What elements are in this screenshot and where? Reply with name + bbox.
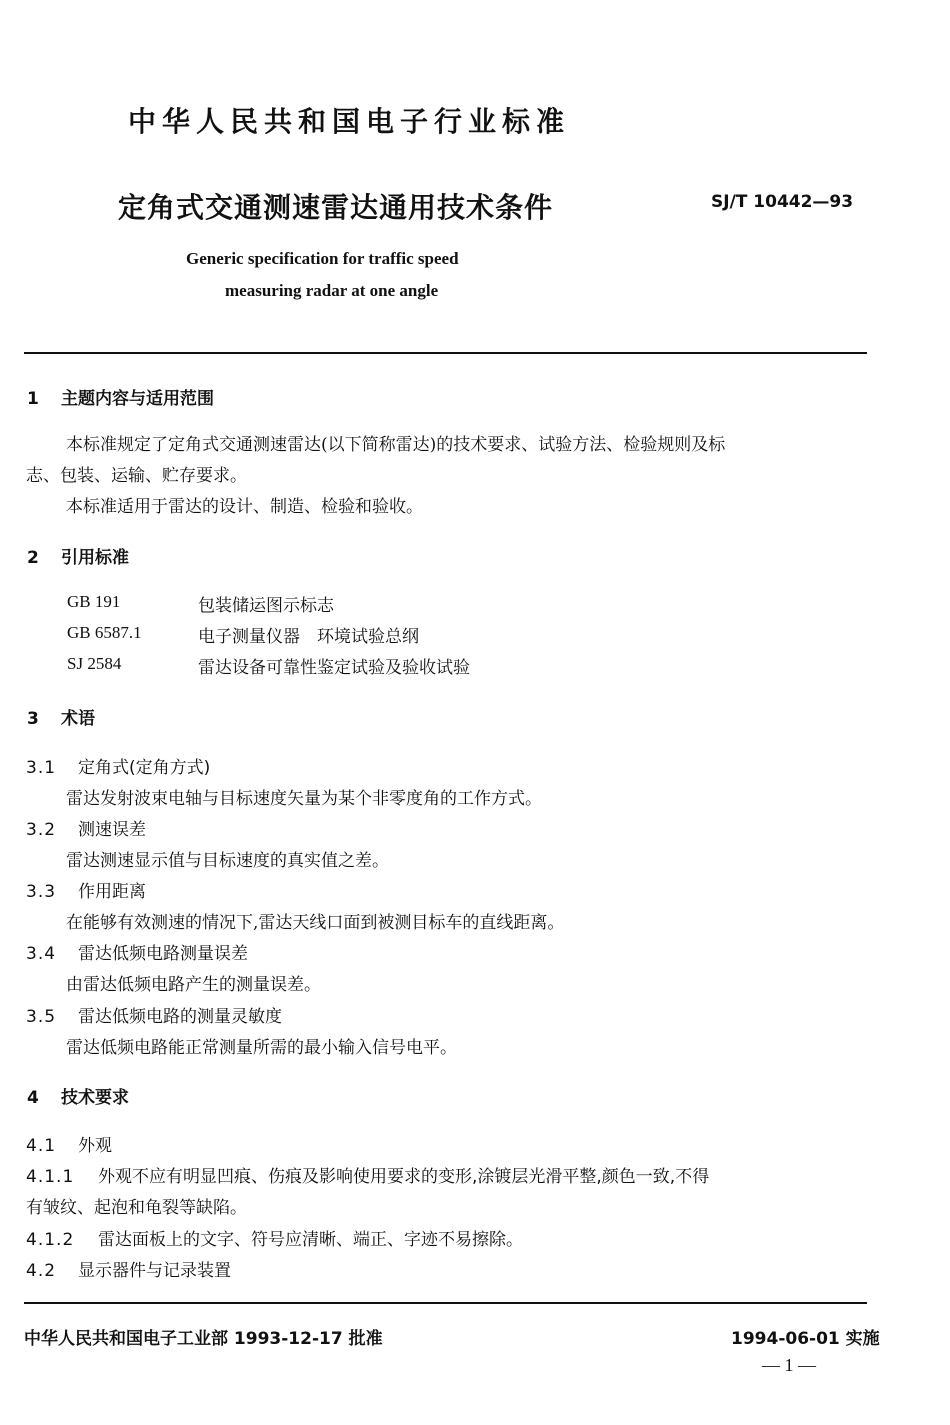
term-number: 3.2 [26, 820, 57, 840]
clause-text [26, 1162, 709, 1187]
clause-heading [26, 1256, 231, 1281]
term-definition: 在能够有效测速的情况下,雷达天线口面到被测目标车的直线距离。 [66, 913, 565, 933]
section-number: 4 [27, 1088, 39, 1108]
standard-number: SJ/T 10442—93 [711, 192, 854, 212]
section-title: 引用标准 [61, 548, 129, 568]
term-number: 3.1 [26, 758, 57, 778]
section-3-heading [27, 704, 95, 729]
paragraph: 本标准适用于雷达的设计、制造、检验和验收。 [66, 497, 423, 517]
term-definition: 雷达测速显示值与目标速度的真实值之差。 [66, 851, 389, 871]
clause-number: 4.2 [26, 1261, 57, 1281]
page-number: — 1 — [762, 1355, 816, 1375]
term-heading [26, 939, 248, 964]
clause-text [26, 1225, 523, 1250]
section-2-heading [27, 543, 129, 568]
english-title-line1: Generic specification for traffic speed [186, 249, 459, 268]
section-1-heading [27, 384, 214, 409]
term-name: 作用距离 [78, 882, 146, 902]
reference-title: 电子测量仪器 环境试验总纲 [198, 627, 419, 647]
term-definition: 雷达低频电路能正常测量所需的最小输入信号电平。 [66, 1038, 457, 1058]
reference-code: GB 191 [67, 592, 121, 611]
clause-title: 显示器件与记录装置 [78, 1261, 231, 1281]
english-title-line2: measuring radar at one angle [225, 281, 439, 300]
clause-line: 有皱纹、起泡和龟裂等缺陷。 [26, 1198, 247, 1218]
term-name: 雷达低频电路测量误差 [78, 944, 248, 964]
clause-number: 4.1.1 [26, 1167, 75, 1187]
implementation-date: 1994-06-01 实施 [731, 1329, 880, 1349]
section-title: 技术要求 [61, 1088, 129, 1108]
term-name: 测速误差 [78, 820, 146, 840]
term-name: 雷达低频电路的测量灵敏度 [78, 1007, 282, 1027]
footer-divider [24, 1302, 867, 1304]
header-divider [24, 352, 867, 354]
term-number: 3.4 [26, 944, 57, 964]
section-number: 2 [27, 548, 39, 568]
approval-note: 中华人民共和国电子工业部 1993-12-17 批准 [24, 1329, 383, 1349]
clause-line: 外观不应有明显凹痕、伤痕及影响使用要求的变形,涂镀层光滑平整,颜色一致,不得 [98, 1167, 710, 1187]
term-heading [26, 815, 146, 840]
clause-title: 外观 [78, 1136, 112, 1156]
paragraph: 本标准规定了定角式交通测速雷达(以下简称雷达)的技术要求、试验方法、检验规则及标 [66, 435, 726, 455]
term-definition: 由雷达低频电路产生的测量误差。 [66, 975, 321, 995]
clause-number: 4.1.2 [26, 1230, 75, 1250]
reference-code: GB 6587.1 [67, 623, 142, 642]
term-heading [26, 753, 210, 778]
term-heading [26, 1002, 282, 1027]
document-title: 定角式交通测速雷达通用技术条件 [118, 191, 554, 224]
section-number: 1 [27, 389, 39, 409]
clause-line: 雷达面板上的文字、符号应清晰、端正、字迹不易擦除。 [98, 1230, 523, 1250]
reference-title: 雷达设备可靠性鉴定试验及验收试验 [198, 658, 470, 678]
term-heading [26, 877, 146, 902]
section-4-heading [27, 1083, 129, 1108]
section-title: 主题内容与适用范围 [61, 389, 214, 409]
clause-number: 4.1 [26, 1136, 57, 1156]
term-definition: 雷达发射波束电轴与目标速度矢量为某个非零度角的工作方式。 [66, 789, 542, 809]
section-number: 3 [27, 709, 39, 729]
reference-title: 包装储运图示标志 [198, 596, 334, 616]
reference-code: SJ 2584 [67, 654, 122, 673]
clause-heading [26, 1131, 112, 1156]
term-number: 3.3 [26, 882, 57, 902]
paragraph: 志、包装、运输、贮存要求。 [26, 466, 247, 486]
section-title: 术语 [61, 709, 95, 729]
term-number: 3.5 [26, 1007, 57, 1027]
term-name: 定角式(定角方式) [78, 758, 211, 778]
issuing-organization: 中华人民共和国电子行业标准 [128, 105, 571, 138]
